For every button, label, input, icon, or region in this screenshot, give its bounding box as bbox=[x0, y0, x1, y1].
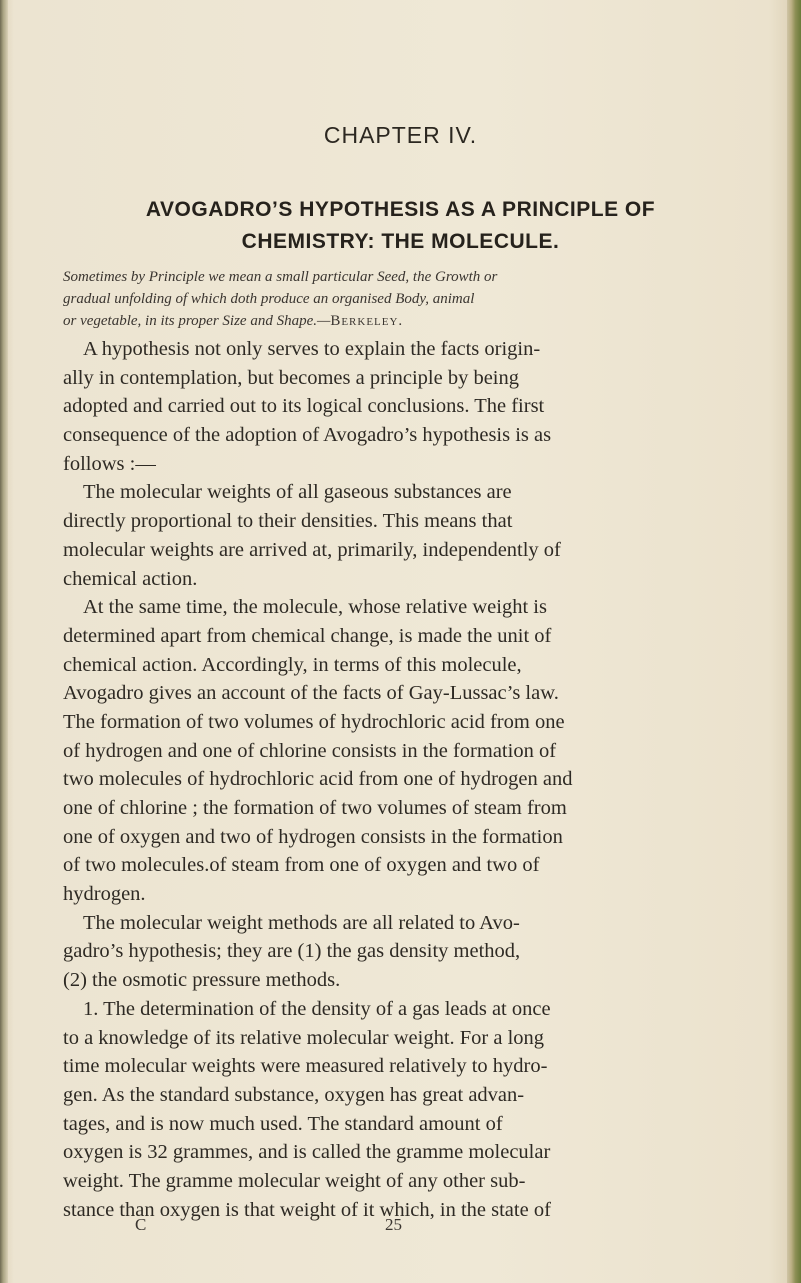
body-text-line: determined apart from chemical change, is made the unit of bbox=[63, 624, 552, 647]
body-text-line: chemical action. bbox=[63, 567, 198, 590]
body-text-line: time molecular weights were measured relatively to hydro- bbox=[63, 1055, 548, 1078]
epigraph-line-text: or vegetable, in its proper Size and Shape.— bbox=[63, 313, 331, 329]
body-text-line: weight. The gramme molecular weight of any other sub- bbox=[63, 1169, 526, 1192]
body-text-line: The molecular weights of all gaseous substances are bbox=[83, 481, 512, 504]
body-text-line: two molecules of hydrochloric acid from one of hydrogen and bbox=[63, 768, 573, 791]
chapter-title-line: CHEMISTRY: THE MOLECULE. bbox=[241, 230, 560, 253]
epigraph bbox=[63, 266, 753, 332]
body-text-line: of two molecules.of steam from one of oxygen and two of bbox=[63, 854, 540, 877]
body-text-line: Avogadro gives an account of the facts of Gay-Lussac’s law. bbox=[63, 682, 559, 705]
body-text-line: to a knowledge of its relative molecular weight. For a long bbox=[63, 1026, 545, 1049]
epigraph-line: Sometimes by Principle we mean a small particular Seed, the Growth or bbox=[63, 269, 498, 285]
body-text-line: consequence of the adoption of Avogadro’s hypothesis is as bbox=[63, 424, 552, 447]
epigraph-line bbox=[63, 310, 753, 332]
body-text-line: gadro’s hypothesis; they are (1) the gas density method, bbox=[63, 940, 521, 963]
body-text-line: gen. As the standard substance, oxygen has great advan- bbox=[63, 1083, 525, 1106]
page-binding-edge bbox=[0, 0, 8, 1283]
body-text-line: follows :— bbox=[63, 452, 156, 475]
chapter-heading: CHAPTER IV. bbox=[323, 122, 478, 148]
body-text-line: A hypothesis not only serves to explain the facts origin- bbox=[83, 338, 541, 360]
body-text-line: chemical action. Accordingly, in terms of this molecule, bbox=[63, 653, 522, 676]
signature-mark: C bbox=[135, 1215, 147, 1234]
body-text-line: tages, and is now much used. The standard amount of bbox=[63, 1112, 503, 1135]
chapter-title-line: AVOGADRO’S HYPOTHESIS AS A PRINCIPLE OF bbox=[145, 198, 656, 221]
body-text-line: adopted and carried out to its logical conclusions. The first bbox=[63, 395, 545, 418]
body-text-line: directly proportional to their densities. This means that bbox=[63, 510, 513, 533]
body-text-line: ally in contemplation, but becomes a principle by being bbox=[63, 366, 520, 389]
body-text-line: oxygen is 32 grammes, and is called the gramme molecular bbox=[63, 1141, 551, 1164]
body-text-line: At the same time, the molecule, whose relative weight is bbox=[83, 596, 547, 619]
body-text-line: of hydrogen and one of chlorine consists in the formation of bbox=[63, 739, 557, 762]
body-text bbox=[63, 335, 753, 1224]
body-text-line: stance than oxygen is that weight of it which, in the state of bbox=[63, 1198, 551, 1221]
chapter-title bbox=[0, 194, 801, 258]
body-text-line: The molecular weight methods are all related to Avo- bbox=[83, 911, 520, 934]
epigraph-line: gradual unfolding of which doth produce an organised Body, animal bbox=[63, 291, 475, 307]
epigraph-author: Berkeley. bbox=[330, 313, 404, 329]
body-text-line: 1. The determination of the density of a gas leads at once bbox=[83, 997, 551, 1020]
page-outer-edge bbox=[787, 0, 801, 1283]
body-text-line: molecular weights are arrived at, primarily, independently of bbox=[63, 538, 561, 561]
body-text-line: one of chlorine ; the formation of two volumes of steam from bbox=[63, 797, 567, 819]
body-text-line: one of oxygen and two of hydrogen consists in the formation bbox=[63, 825, 563, 848]
page-number: 25 bbox=[385, 1215, 402, 1234]
body-text-line: The formation of two volumes of hydrochloric acid from one bbox=[63, 710, 565, 733]
body-text-line: (2) the osmotic pressure methods. bbox=[63, 969, 341, 992]
body-text-line: hydrogen. bbox=[63, 883, 146, 906]
